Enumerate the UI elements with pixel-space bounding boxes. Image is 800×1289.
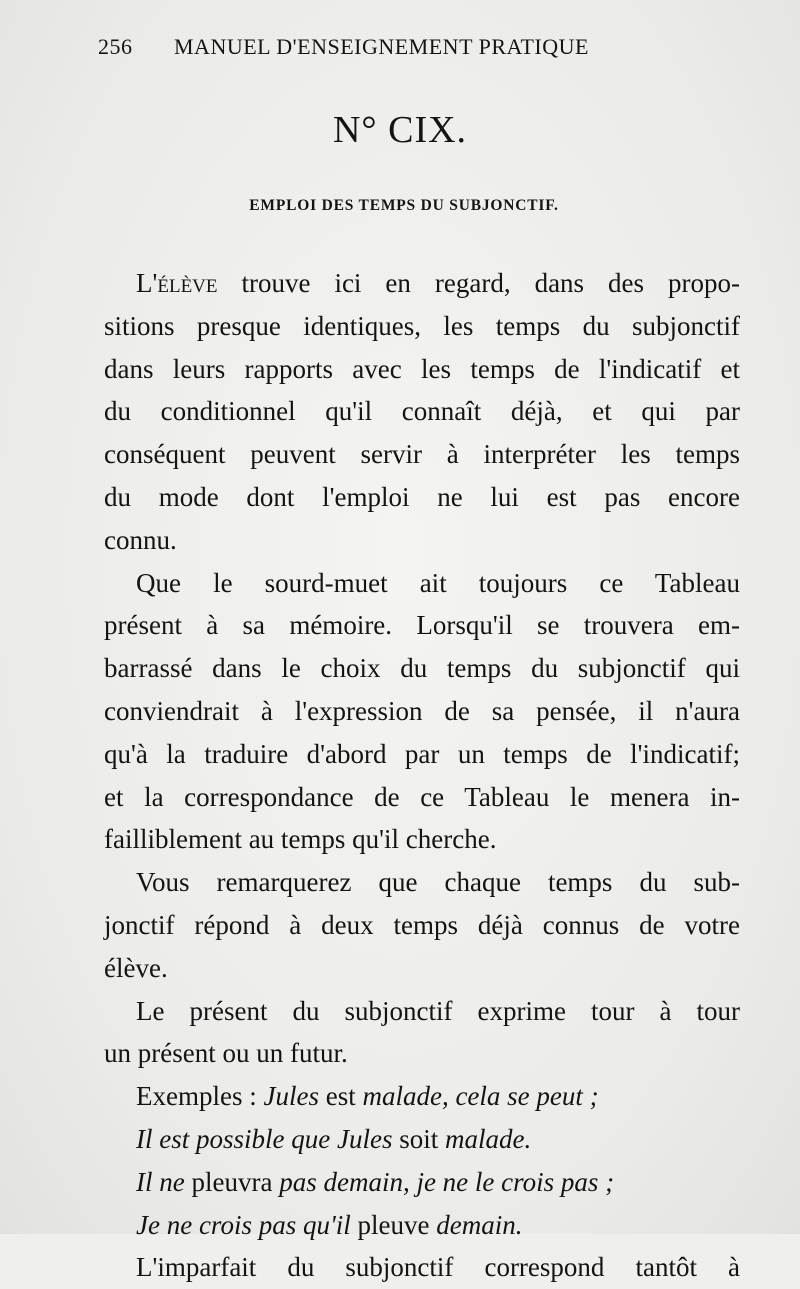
text-line: du conditionnel qu'il connaît déjà, et qui par	[104, 396, 740, 427]
italic-span: Je ne crois pas qu'il	[136, 1209, 351, 1240]
italic-span: Jules	[263, 1081, 319, 1112]
text-line: failliblement au temps qu'il cherche.	[104, 824, 497, 855]
text-span: pleuve	[350, 1209, 437, 1240]
text-span: est	[318, 1081, 363, 1112]
text-line: dans leurs rapports avec les temps de l'indicatif et	[104, 353, 740, 384]
small-caps-word: L'élève	[136, 268, 218, 298]
text-line: du mode dont l'emploi ne lui est pas encore	[104, 481, 740, 512]
italic-span: malade.	[444, 1123, 532, 1154]
text-line: jonctif répond à deux temps déjà connus de votre	[104, 909, 740, 940]
italic-span: pas demain, je ne le crois pas ;	[279, 1166, 615, 1197]
text-line: élève.	[104, 952, 168, 983]
text-line: Que le sourd-muet ait toujours ce Tableau	[136, 567, 740, 598]
text-line: sitions presque identiques, les temps du subjonctif	[104, 310, 740, 341]
running-header	[98, 34, 698, 60]
text-line	[104, 262, 740, 305]
text-line: Vous remarquerez que chaque temps du sub-	[136, 867, 740, 898]
text-span: pleuvra	[184, 1166, 280, 1197]
italic-span: demain.	[436, 1209, 523, 1240]
example-line	[104, 1161, 740, 1204]
text-line: présent à sa mémoire. Lorsqu'il se trouvera em-	[104, 610, 740, 641]
text-line: barrassé dans le choix du temps du subjonctif qui	[104, 653, 740, 684]
text-line: conviendrait à l'expression de sa pensée, il n'aura	[104, 695, 740, 726]
example-line	[104, 1118, 740, 1161]
italic-span: Il est possible que Jules	[136, 1123, 393, 1154]
text-line: Le présent du subjonctif exprime tour à tour	[136, 995, 740, 1026]
section-title: EMPLOI DES TEMPS DU SUBJONCTIF.	[249, 197, 559, 214]
text-span: trouve ici en regard, dans des propo-	[217, 268, 740, 298]
text-line: connu.	[104, 524, 177, 555]
text-line: un présent ou un futur.	[104, 1038, 348, 1069]
text-line: L'imparfait du subjonctif correspond tantôt à	[136, 1252, 740, 1283]
example-line	[104, 1204, 740, 1247]
running-title: MANUEL D'ENSEIGNEMENT PRATIQUE	[174, 34, 589, 59]
page-number: 256	[98, 34, 133, 59]
italic-span: malade, cela se peut ;	[362, 1081, 599, 1112]
text-line: conséquent peuvent servir à interpréter les temps	[104, 439, 740, 470]
text-span: soit	[392, 1123, 445, 1154]
section-number: N° CIX.	[332, 109, 468, 151]
text-line: qu'à la traduire d'abord par un temps de l'indicatif;	[104, 738, 740, 769]
text-line: et la correspondance de ce Tableau le menera in-	[104, 781, 740, 812]
example-line	[104, 1075, 740, 1118]
text-span: Exemples :	[136, 1081, 264, 1112]
italic-span: Il ne	[136, 1166, 185, 1197]
body-text	[104, 262, 740, 1289]
